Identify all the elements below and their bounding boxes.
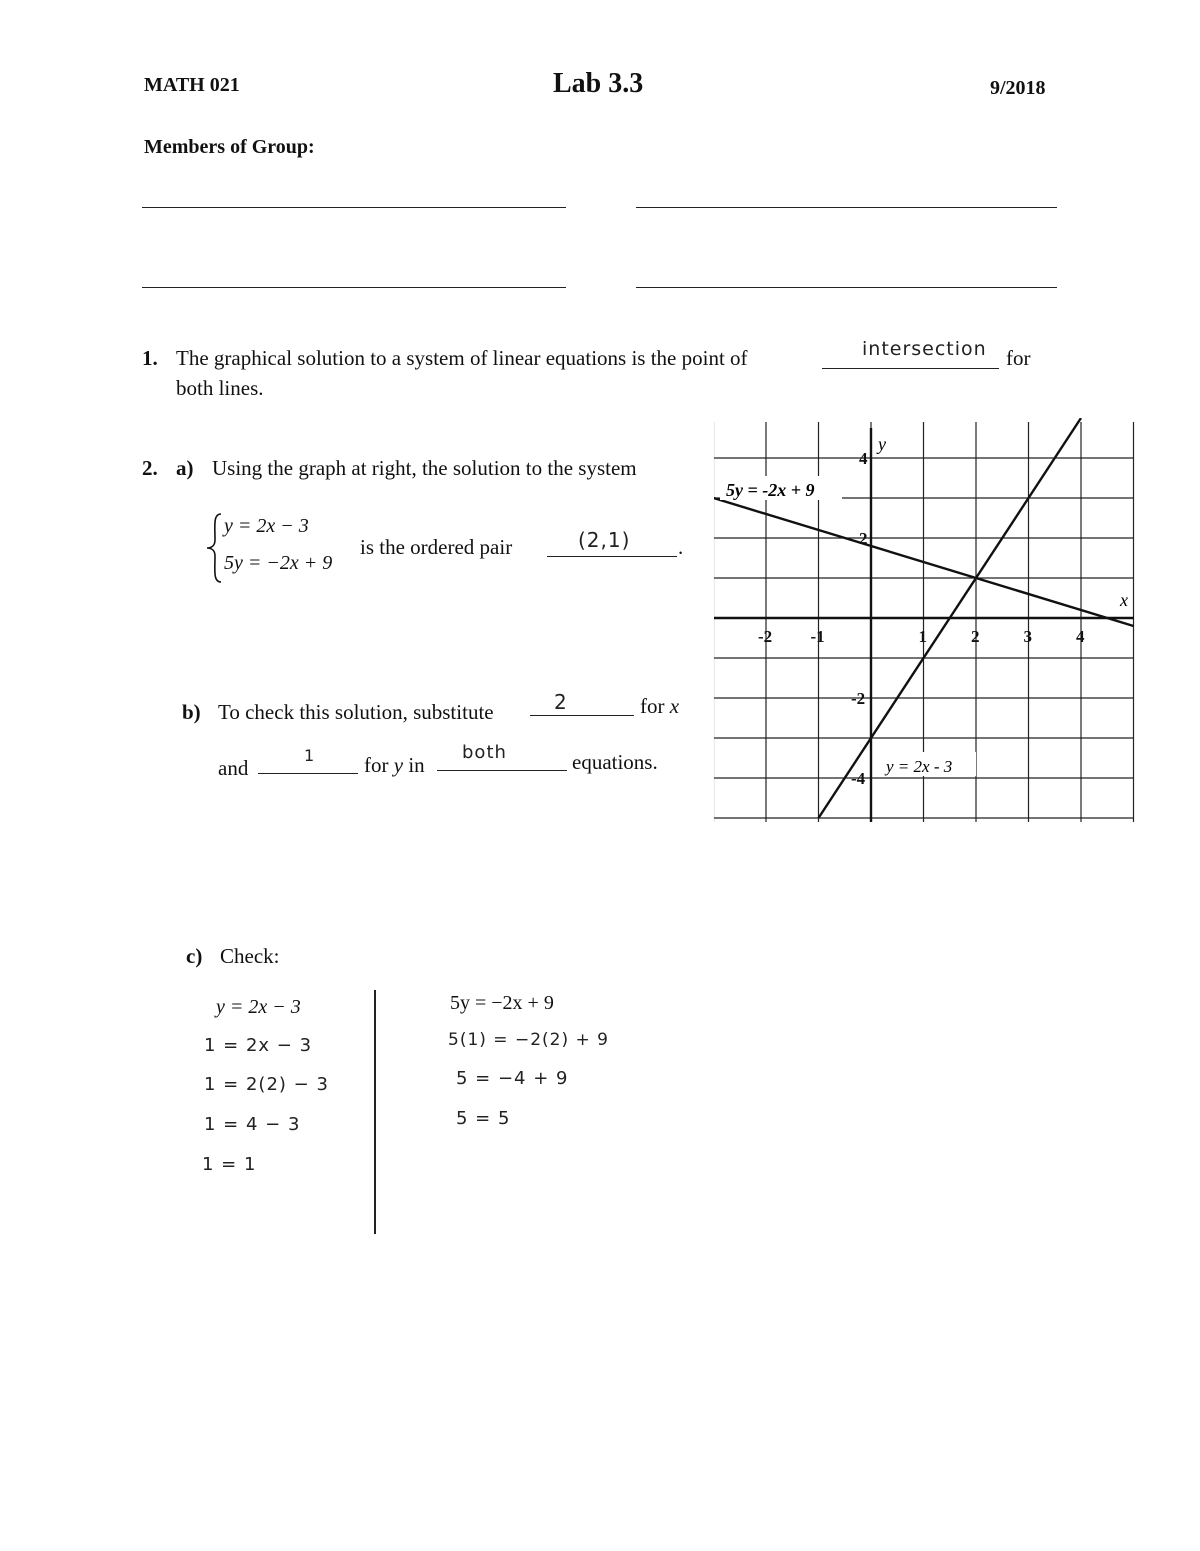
check-left-line: 1 = 2(2) − 3 <box>204 1074 329 1095</box>
date: 9/2018 <box>990 77 1046 99</box>
x-tick-label: 2 <box>971 627 980 646</box>
y-tick-label: 4 <box>859 449 868 468</box>
x-tick-label: -1 <box>810 627 825 646</box>
line1-label: 5y = -2x + 9 <box>726 480 815 500</box>
q1-answer: intersection <box>862 338 987 360</box>
q2b-label: b) <box>182 700 201 724</box>
q2b-text: To check this solution, substitute <box>218 700 494 724</box>
system-eq2: 5y = −2x + 9 <box>224 552 333 574</box>
both-answer: both <box>462 742 507 763</box>
q2b-for-y: for y in <box>364 753 425 777</box>
course-code: MATH 021 <box>144 74 240 96</box>
ordered-pair-text: is the ordered pair <box>360 535 513 559</box>
line2-label: y = 2x - 3 <box>886 757 953 776</box>
ordered-pair-period: . <box>678 535 684 559</box>
y-axis-label: y <box>878 434 886 454</box>
check-right-line: 5(1) = −2(2) + 9 <box>448 1030 609 1050</box>
x-tick-label: 1 <box>918 627 927 646</box>
q2a-label: a) <box>176 456 194 480</box>
page-title: Lab 3.3 <box>553 68 644 99</box>
member-line-4[interactable] <box>636 287 1057 288</box>
substitute-x-line[interactable] <box>530 715 634 716</box>
x-axis-label: x <box>1120 590 1128 610</box>
member-line-3[interactable] <box>142 287 566 288</box>
q2a-text: Using the graph at right, the solution to the system <box>212 456 637 480</box>
check-left-line: 1 = 2x − 3 <box>204 1035 313 1056</box>
check-left-line: 1 = 1 <box>202 1154 257 1175</box>
coordinate-graph <box>714 418 1138 826</box>
member-line-1[interactable] <box>142 207 566 208</box>
y-tick-label: 2 <box>859 529 868 548</box>
q2c-label: c) <box>186 944 203 968</box>
q1-line2: both lines. <box>176 376 264 400</box>
q1-after: for <box>1006 346 1031 370</box>
q2b-and: and <box>218 756 249 780</box>
system-eq1: y = 2x − 3 <box>224 515 309 537</box>
substitute-y-answer: 1 <box>304 746 316 765</box>
q1-number: 1. <box>142 346 158 370</box>
check-right-line: 5 = 5 <box>456 1108 511 1129</box>
ordered-pair-answer: (2,1) <box>578 528 631 552</box>
check-right-line: 5 = −4 + 9 <box>456 1068 569 1089</box>
equations-line[interactable] <box>437 770 567 771</box>
member-line-2[interactable] <box>636 207 1057 208</box>
q2c-text: Check: <box>220 944 280 968</box>
q1-answer-line[interactable] <box>822 368 999 369</box>
x-tick-label: 4 <box>1076 627 1085 646</box>
substitute-x-answer: 2 <box>554 690 568 714</box>
q2b-for-x: for x <box>640 694 680 718</box>
x-tick-label: 3 <box>1023 627 1032 646</box>
ordered-pair-line[interactable] <box>547 556 677 557</box>
check-right-line: 5y = −2x + 9 <box>450 992 554 1014</box>
y-tick-label: -2 <box>851 689 866 708</box>
y-tick-label: -4 <box>851 769 866 788</box>
q2b-equations: equations. <box>572 750 658 774</box>
check-left-line: 1 = 4 − 3 <box>204 1114 301 1135</box>
q1-text: The graphical solution to a system of linear equations is the point of <box>176 346 748 370</box>
substitute-y-line[interactable] <box>258 773 358 774</box>
x-tick-label: -2 <box>758 627 773 646</box>
q2-number: 2. <box>142 456 158 480</box>
check-left-line: y = 2x − 3 <box>216 996 301 1018</box>
members-label: Members of Group: <box>144 136 315 158</box>
check-divider <box>374 990 376 1234</box>
